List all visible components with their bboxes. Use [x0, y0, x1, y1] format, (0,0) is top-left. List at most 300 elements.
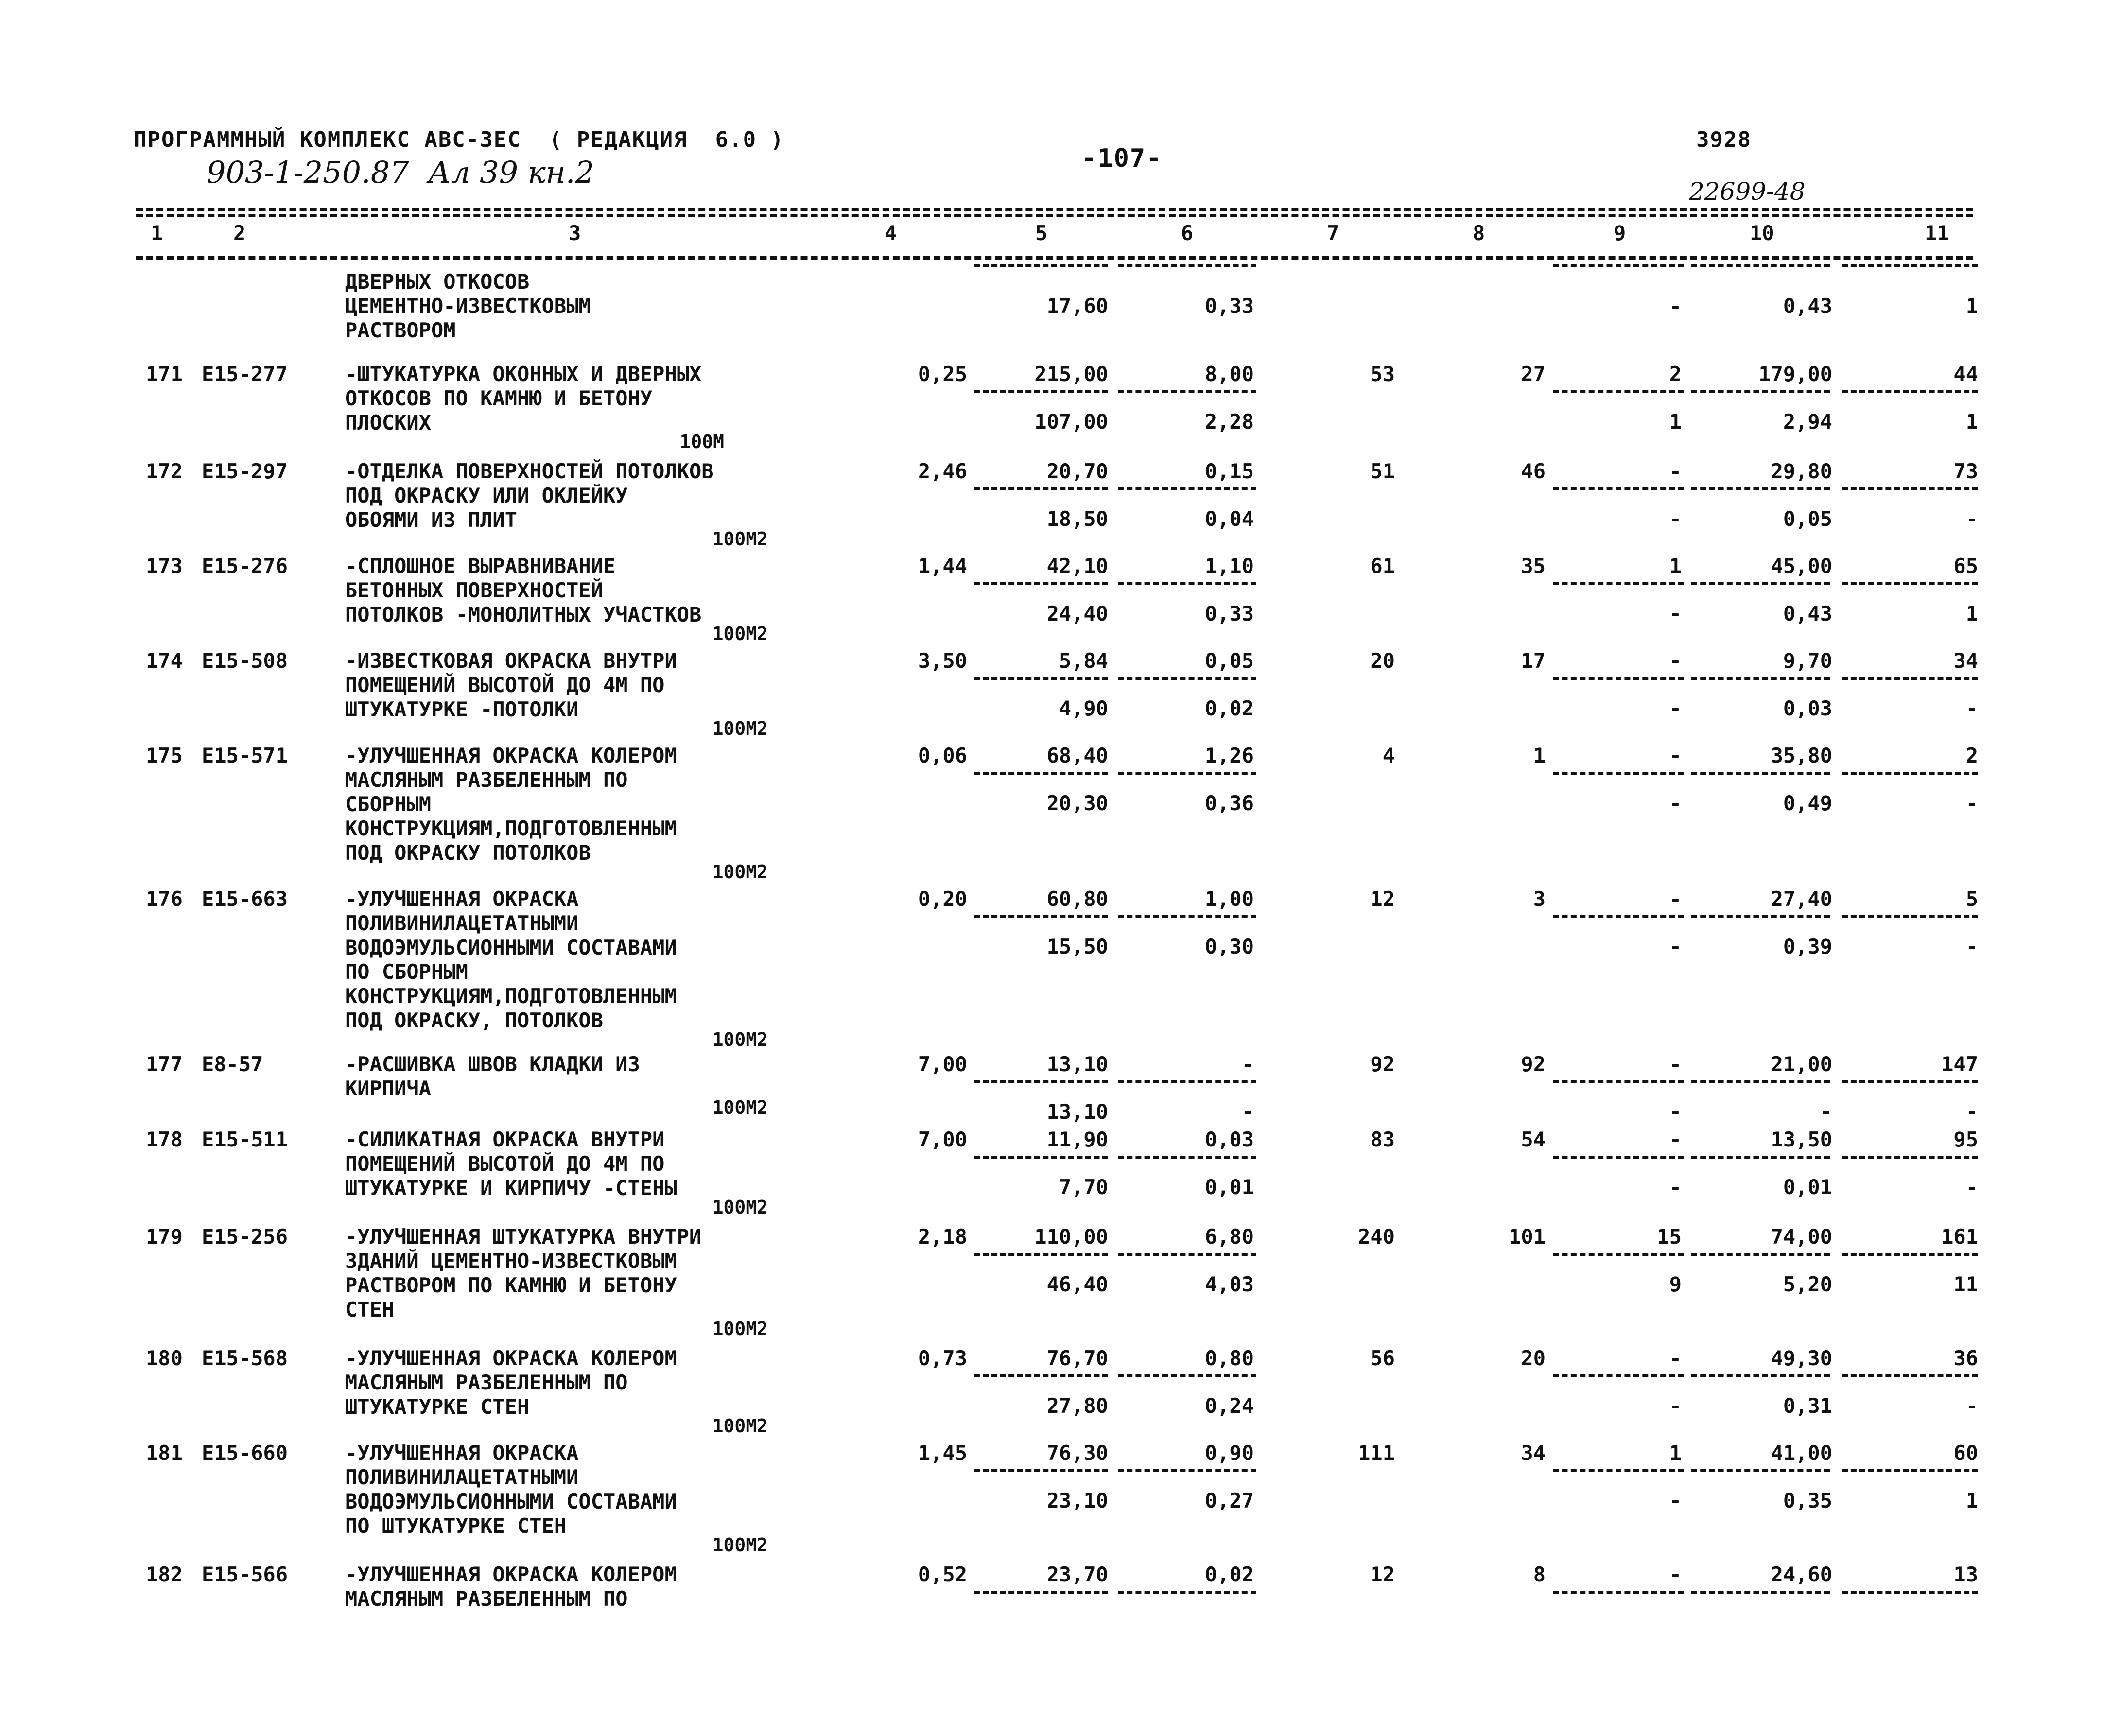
- value-col-6: 0,02: [1204, 1562, 1254, 1586]
- value-col-9: -: [1669, 649, 1682, 673]
- value-col-7: 53: [1370, 362, 1395, 386]
- work-description: -РАСШИВКА ШВОВ КЛАДКИ ИЗ: [345, 1052, 640, 1076]
- value-separator: [1691, 487, 1830, 490]
- value-separator: [1691, 677, 1830, 680]
- value-separator: [1118, 1253, 1256, 1256]
- value-col-11-lower: -: [1965, 696, 1978, 720]
- value-col-6: 0,05: [1204, 649, 1254, 673]
- work-description: ШТУКАТУРКЕ -ПОТОЛКИ: [345, 697, 579, 721]
- value-separator: [1691, 915, 1830, 918]
- work-description: ЦЕМЕНТНО-ИЗВЕСТКОВЫМ: [345, 294, 591, 318]
- value-separator: [1691, 1374, 1830, 1377]
- value-separator: [1691, 1469, 1830, 1472]
- measure-unit: 100М2: [712, 861, 768, 883]
- value-col-6-lower: 0,01: [1204, 1175, 1254, 1199]
- column-header-2: 2: [233, 221, 246, 245]
- value-col-11: 34: [1953, 649, 1978, 673]
- row-number: 176: [146, 887, 183, 911]
- work-description: -ШТУКАТУРКА ОКОННЫХ И ДВЕРНЫХ: [345, 362, 702, 386]
- norm-code: Е15-566: [202, 1562, 288, 1586]
- value-col-7: 12: [1370, 887, 1395, 911]
- value-col-7: 4: [1382, 744, 1395, 767]
- value-col-11: 13: [1953, 1562, 1978, 1586]
- norm-code: Е15-571: [202, 744, 288, 767]
- value-col-5-lower: 27,80: [1046, 1394, 1108, 1418]
- work-description: ПОЛИВИНИЛАЦЕТАТНЫМИ: [345, 1465, 579, 1489]
- work-description: -ОТДЕЛКА ПОВЕРХНОСТЕЙ ПОТОЛКОВ: [345, 459, 714, 483]
- value-col-5-lower: 46,40: [1046, 1272, 1108, 1296]
- value-col-11-lower: -: [1965, 1394, 1978, 1418]
- value-col-10: 21,00: [1771, 1052, 1832, 1076]
- norm-code: Е15-276: [202, 554, 288, 578]
- value-separator: [1118, 1156, 1256, 1159]
- row-number: 181: [146, 1441, 183, 1465]
- value-col-10-lower: -: [1820, 1100, 1832, 1124]
- page-number: -107-: [1081, 144, 1163, 173]
- value-col-8: 20: [1521, 1346, 1546, 1370]
- work-description: ПО ШТУКАТУРКЕ СТЕН: [345, 1514, 567, 1538]
- value-col-6: 1,00: [1204, 887, 1254, 911]
- value-col-10-lower: 5,20: [1783, 1272, 1832, 1296]
- value-col-9: 1: [1669, 554, 1682, 578]
- value-col-11-lower: 11: [1953, 1272, 1978, 1296]
- value-separator: [974, 1253, 1108, 1256]
- norm-code: Е15-568: [202, 1346, 288, 1370]
- value-separator: [974, 487, 1108, 490]
- work-description: РАСТВОРОМ ПО КАМНЮ И БЕТОНУ: [345, 1273, 677, 1297]
- value-col-4: 3,50: [918, 649, 967, 673]
- value-separator: [974, 915, 1108, 918]
- handwritten-archive-number: 22699-48: [1689, 177, 1806, 206]
- value-separator: [1553, 1080, 1684, 1083]
- value-col-4: 7,00: [918, 1128, 967, 1151]
- work-description: МАСЛЯНЫМ РАЗБЕЛЕННЫМ ПО: [345, 768, 628, 792]
- value-separator: [1553, 390, 1684, 393]
- measure-unit: 100М2: [712, 1534, 768, 1556]
- value-col-10-lower: 2,94: [1783, 410, 1832, 434]
- value-separator: [1842, 772, 1978, 775]
- value-col-4: 7,00: [918, 1052, 967, 1076]
- value-col-5-lower: 13,10: [1046, 1100, 1108, 1124]
- value-separator: [1842, 1374, 1978, 1377]
- column-header-3: 3: [569, 221, 581, 245]
- value-separator: [1553, 264, 1684, 267]
- value-col-9: -: [1669, 744, 1682, 767]
- value-col-9-lower: -: [1669, 1100, 1682, 1124]
- work-description: ПОД ОКРАСКУ, ПОТОЛКОВ: [345, 1008, 604, 1032]
- value-col-9-lower: 1: [1669, 410, 1682, 434]
- measure-unit: 100М: [679, 431, 724, 452]
- value-col-8: 17: [1521, 649, 1546, 673]
- value-col-5: 215,00: [1034, 362, 1108, 386]
- value-col-11: 36: [1953, 1346, 1978, 1370]
- value-separator: [1118, 772, 1256, 775]
- work-description: ПОМЕЩЕНИЙ ВЫСОТОЙ ДО 4М ПО: [345, 1152, 665, 1176]
- value-col-11-lower: -: [1965, 507, 1978, 531]
- row-number: 178: [146, 1128, 183, 1151]
- norm-code: Е8-57: [202, 1052, 263, 1076]
- column-header-8: 8: [1473, 221, 1485, 245]
- value-col-9: 2: [1669, 362, 1682, 386]
- value-separator: [1842, 264, 1978, 267]
- value-col-11-lower: 1: [1965, 410, 1978, 434]
- work-description: -УЛУЧШЕННАЯ ОКРАСКА КОЛЕРОМ: [345, 1346, 677, 1370]
- value-separator: [1842, 487, 1978, 490]
- work-description: ПО СБОРНЫМ: [345, 960, 468, 984]
- measure-unit: 100М2: [712, 1029, 768, 1050]
- value-separator: [1842, 915, 1978, 918]
- value-separator: [974, 582, 1108, 585]
- value-col-6: 1,26: [1204, 744, 1254, 767]
- value-separator: [974, 1080, 1108, 1083]
- value-separator: [1118, 677, 1256, 680]
- value-separator: [1691, 390, 1830, 393]
- column-header-7: 7: [1327, 221, 1339, 245]
- value-col-10-lower: 0,39: [1783, 935, 1832, 958]
- value-col-10: 35,80: [1771, 744, 1832, 767]
- value-col-11-lower: -: [1965, 935, 1978, 958]
- measure-unit: 100М2: [712, 623, 768, 644]
- column-header-10: 10: [1750, 221, 1774, 245]
- value-col-11-lower: -: [1965, 1175, 1978, 1199]
- value-col-10-lower: 0,03: [1783, 696, 1832, 720]
- row-number: 172: [146, 459, 183, 483]
- value-col-8: 8: [1533, 1562, 1546, 1586]
- value-col-5: 13,10: [1046, 1052, 1108, 1076]
- value-separator: [1118, 487, 1256, 490]
- value-separator: [974, 1156, 1108, 1159]
- value-col-11-lower: 1: [1965, 294, 1978, 318]
- value-separator: [1842, 677, 1978, 680]
- value-col-9-lower: -: [1669, 507, 1682, 531]
- row-number: 177: [146, 1052, 183, 1076]
- value-col-6-lower: 0,36: [1204, 791, 1254, 815]
- value-col-4: 0,25: [918, 362, 967, 386]
- value-col-10: 9,70: [1783, 649, 1832, 673]
- value-col-4: 1,44: [918, 554, 967, 578]
- value-col-7: 20: [1370, 649, 1395, 673]
- value-col-10: 49,30: [1771, 1346, 1832, 1370]
- value-col-5-lower: 7,70: [1059, 1175, 1108, 1199]
- value-col-4: 0,52: [918, 1562, 967, 1586]
- value-separator: [1842, 1253, 1978, 1256]
- work-description: ПОД ОКРАСКУ ИЛИ ОКЛЕЙКУ: [345, 484, 628, 507]
- value-separator: [1553, 487, 1684, 490]
- value-col-8: 46: [1521, 459, 1546, 483]
- row-number: 180: [146, 1346, 183, 1370]
- row-number: 179: [146, 1225, 183, 1249]
- value-col-8: 27: [1521, 362, 1546, 386]
- work-description: ПЛОСКИХ: [345, 411, 432, 434]
- value-col-9-lower: -: [1669, 602, 1682, 625]
- value-col-11: 2: [1965, 744, 1978, 767]
- value-col-7: 61: [1370, 554, 1395, 578]
- value-col-4: 2,46: [918, 459, 967, 483]
- value-separator: [1691, 1080, 1830, 1083]
- value-separator: [1691, 264, 1830, 267]
- value-separator: [974, 1591, 1108, 1594]
- value-col-5-lower: 4,90: [1059, 696, 1108, 720]
- value-col-8: 54: [1521, 1128, 1546, 1151]
- norm-code: Е15-508: [202, 649, 288, 673]
- norm-code: Е15-277: [202, 362, 288, 386]
- column-header-row: [0, 221, 2120, 250]
- value-col-6: 6,80: [1204, 1225, 1254, 1249]
- work-description: ШТУКАТУРКЕ И КИРПИЧУ -СТЕНЫ: [345, 1176, 677, 1200]
- column-header-11: 11: [1925, 221, 1949, 245]
- value-separator: [1553, 677, 1684, 680]
- work-description: -УЛУЧШЕННАЯ ОКРАСКА КОЛЕРОМ: [345, 1562, 677, 1586]
- value-col-5-lower: 20,30: [1046, 791, 1108, 815]
- value-col-9: -: [1669, 1346, 1682, 1370]
- measure-unit: 100М2: [712, 1318, 768, 1339]
- value-separator: [1842, 1080, 1978, 1083]
- column-header-1: 1: [151, 221, 163, 245]
- value-separator: [1118, 1080, 1256, 1083]
- value-col-11: 44: [1953, 362, 1978, 386]
- value-col-5: 68,40: [1046, 744, 1108, 767]
- measure-unit: 100М2: [712, 1415, 768, 1437]
- work-description: -УЛУЧШЕННАЯ ШТУКАТУРКА ВНУТРИ: [345, 1225, 702, 1249]
- work-description: БЕТОННЫХ ПОВЕРХНОСТЕЙ: [345, 578, 604, 602]
- work-description: РАСТВОРОМ: [345, 318, 456, 342]
- value-col-6-lower: 2,28: [1204, 410, 1254, 434]
- value-col-10: 45,00: [1771, 554, 1832, 578]
- work-description: ПОЛИВИНИЛАЦЕТАТНЫМИ: [345, 911, 579, 935]
- value-col-5-lower: 18,50: [1046, 507, 1108, 531]
- value-separator: [974, 772, 1108, 775]
- value-col-6: 0,03: [1204, 1128, 1254, 1151]
- value-col-9-lower: -: [1669, 1394, 1682, 1418]
- work-description: ПОД ОКРАСКУ ПОТОЛКОВ: [345, 841, 591, 865]
- value-col-6: 0,90: [1204, 1441, 1254, 1465]
- value-col-4: 1,45: [918, 1441, 967, 1465]
- work-description: -СИЛИКАТНАЯ ОКРАСКА ВНУТРИ: [345, 1128, 665, 1151]
- value-col-9: -: [1669, 1052, 1682, 1076]
- value-col-9-lower: -: [1669, 696, 1682, 720]
- value-separator: [1118, 915, 1256, 918]
- measure-unit: 100М2: [712, 1197, 768, 1218]
- table-top-rule: [136, 208, 1973, 211]
- table-top-rule-2: [136, 214, 1973, 217]
- value-col-11-lower: 1: [1965, 602, 1978, 625]
- value-col-5: 42,10: [1046, 554, 1108, 578]
- value-col-5: 110,00: [1034, 1225, 1108, 1249]
- value-col-7: 83: [1370, 1128, 1395, 1151]
- value-col-9: -: [1669, 1128, 1682, 1151]
- value-col-9: -: [1669, 1562, 1682, 1586]
- value-col-6-lower: 0,33: [1204, 294, 1254, 318]
- value-separator: [1553, 915, 1684, 918]
- value-col-7: 111: [1358, 1441, 1395, 1465]
- value-col-5: 11,90: [1046, 1128, 1108, 1151]
- value-col-11-lower: -: [1965, 791, 1978, 815]
- value-col-8: 101: [1509, 1225, 1546, 1249]
- value-separator: [1118, 264, 1256, 267]
- value-col-4: 0,73: [918, 1346, 967, 1370]
- value-col-6-lower: 0,27: [1204, 1489, 1254, 1512]
- row-number: 174: [146, 649, 183, 673]
- value-separator: [1553, 582, 1684, 585]
- work-description: МАСЛЯНЫМ РАЗБЕЛЕННЫМ ПО: [345, 1371, 628, 1394]
- value-col-10: 74,00: [1771, 1225, 1832, 1249]
- value-separator: [1118, 1469, 1256, 1472]
- work-description: ОБОЯМИ ИЗ ПЛИТ: [345, 508, 518, 532]
- value-col-5: 23,70: [1046, 1562, 1108, 1586]
- value-col-9-lower: 9: [1669, 1272, 1682, 1296]
- work-description: ВОДОЭМУЛЬСИОННЫМИ СОСТАВАМИ: [345, 936, 677, 959]
- value-col-6-lower: 0,02: [1204, 696, 1254, 720]
- value-separator: [974, 1374, 1108, 1377]
- value-col-7: 240: [1358, 1225, 1395, 1249]
- value-separator: [974, 677, 1108, 680]
- norm-code: Е15-660: [202, 1441, 288, 1465]
- row-number: 182: [146, 1562, 183, 1586]
- value-separator: [974, 390, 1108, 393]
- work-description: ВОДОЭМУЛЬСИОННЫМИ СОСТАВАМИ: [345, 1490, 677, 1513]
- value-col-5: 76,30: [1046, 1441, 1108, 1465]
- measure-unit: 100М2: [712, 718, 768, 739]
- row-number: 175: [146, 744, 183, 767]
- work-description: -УЛУЧШЕННАЯ ОКРАСКА: [345, 887, 579, 911]
- value-col-5-lower: 15,50: [1046, 935, 1108, 958]
- value-separator: [1553, 1374, 1684, 1377]
- value-separator: [1691, 1591, 1830, 1594]
- value-col-8: 3: [1533, 887, 1546, 911]
- sheet-number: 3928: [1696, 127, 1752, 152]
- value-col-5: 60,80: [1046, 887, 1108, 911]
- value-col-11-lower: 1: [1965, 1489, 1978, 1512]
- value-col-11: 147: [1941, 1052, 1978, 1076]
- value-separator: [974, 1469, 1108, 1472]
- value-col-6: -: [1241, 1052, 1254, 1076]
- handwritten-project-code: 903-1-250.87 Ал 39 кн.2: [207, 155, 594, 190]
- value-col-11: 95: [1953, 1128, 1978, 1151]
- value-separator: [1691, 582, 1830, 585]
- work-description: ОТКОСОВ ПО КАМНЮ И БЕТОНУ: [345, 386, 653, 410]
- value-col-11: 65: [1953, 554, 1978, 578]
- value-col-7: 56: [1370, 1346, 1395, 1370]
- value-col-6-lower: -: [1241, 1100, 1254, 1124]
- value-col-6-lower: 0,30: [1204, 935, 1254, 958]
- value-col-10: 29,80: [1771, 459, 1832, 483]
- work-description: СТЕН: [345, 1298, 395, 1321]
- value-col-6-lower: 0,33: [1204, 602, 1254, 625]
- norm-code: Е15-297: [202, 459, 288, 483]
- value-col-6-lower: 0,04: [1204, 507, 1254, 531]
- row-number: 171: [146, 362, 183, 386]
- value-col-9: 15: [1657, 1225, 1682, 1249]
- value-col-9: -: [1669, 887, 1682, 911]
- work-description: -УЛУЧШЕННАЯ ОКРАСКА: [345, 1441, 579, 1465]
- value-col-10-lower: 0,43: [1783, 294, 1832, 318]
- value-col-11-lower: -: [1965, 1100, 1978, 1124]
- value-col-10-lower: 0,05: [1783, 507, 1832, 531]
- value-col-8: 92: [1521, 1052, 1546, 1076]
- value-col-10: 179,00: [1758, 362, 1832, 386]
- value-separator: [1691, 772, 1830, 775]
- value-col-10-lower: 0,31: [1783, 1394, 1832, 1418]
- value-col-11: 5: [1965, 887, 1978, 911]
- work-description: ПОМЕЩЕНИЙ ВЫСОТОЙ ДО 4М ПО: [345, 673, 665, 697]
- value-col-10-lower: 0,49: [1783, 791, 1832, 815]
- column-header-9: 9: [1614, 221, 1626, 245]
- value-col-9-lower: -: [1669, 1175, 1682, 1199]
- work-description: -УЛУЧШЕННАЯ ОКРАСКА КОЛЕРОМ: [345, 744, 677, 767]
- work-description: -ИЗВЕСТКОВАЯ ОКРАСКА ВНУТРИ: [345, 649, 677, 673]
- work-description: ШТУКАТУРКЕ СТЕН: [345, 1395, 530, 1419]
- measure-unit: 100М2: [712, 1097, 768, 1118]
- value-col-10-lower: 0,01: [1783, 1175, 1832, 1199]
- value-col-10-lower: 0,35: [1783, 1489, 1832, 1512]
- value-separator: [1842, 582, 1978, 585]
- value-col-5-lower: 23,10: [1046, 1489, 1108, 1512]
- value-col-10: 27,40: [1771, 887, 1832, 911]
- value-col-5-lower: 24,40: [1046, 602, 1108, 625]
- value-col-9-lower: -: [1669, 294, 1682, 318]
- work-description: ДВЕРНЫХ ОТКОСОВ: [345, 270, 530, 294]
- value-col-6: 1,10: [1204, 554, 1254, 578]
- norm-code: Е15-511: [202, 1128, 288, 1151]
- value-col-7: 92: [1370, 1052, 1395, 1076]
- table-header-rule: [136, 256, 1973, 260]
- value-separator: [1553, 1156, 1684, 1159]
- value-col-9-lower: -: [1669, 791, 1682, 815]
- work-description: ЗДАНИЙ ЦЕМЕНТНО-ИЗВЕСТКОВЫМ: [345, 1249, 677, 1273]
- value-separator: [1842, 390, 1978, 393]
- value-separator: [1553, 772, 1684, 775]
- column-header-4: 4: [885, 221, 897, 245]
- value-col-5: 5,84: [1059, 649, 1108, 673]
- value-col-7: 51: [1370, 459, 1395, 483]
- value-col-5-lower: 107,00: [1034, 410, 1108, 434]
- value-col-9: 1: [1669, 1441, 1682, 1465]
- work-description: СБОРНЫМ: [345, 792, 432, 816]
- value-col-9: -: [1669, 459, 1682, 483]
- value-col-11: 161: [1941, 1225, 1978, 1249]
- measure-unit: 100М2: [712, 528, 768, 550]
- value-col-8: 1: [1533, 744, 1546, 767]
- value-col-4: 0,06: [918, 744, 967, 767]
- value-col-8: 34: [1521, 1441, 1546, 1465]
- value-col-8: 35: [1521, 554, 1546, 578]
- value-separator: [1691, 1253, 1830, 1256]
- value-col-11: 60: [1953, 1441, 1978, 1465]
- value-col-6: 8,00: [1204, 362, 1254, 386]
- value-col-5: 76,70: [1046, 1346, 1108, 1370]
- value-col-4: 2,18: [918, 1225, 967, 1249]
- value-col-5: 20,70: [1046, 459, 1108, 483]
- value-col-6: 0,80: [1204, 1346, 1254, 1370]
- work-description: -СПЛОШНОЕ ВЫРАВНИВАНИЕ: [345, 554, 616, 578]
- value-separator: [1553, 1469, 1684, 1472]
- value-col-10-lower: 0,43: [1783, 602, 1832, 625]
- value-col-6-lower: 4,03: [1204, 1272, 1254, 1296]
- column-header-6: 6: [1181, 221, 1194, 245]
- value-col-5-lower: 17,60: [1046, 294, 1108, 318]
- work-description: КИРПИЧА: [345, 1076, 432, 1100]
- work-description: КОНСТРУКЦИЯМ,ПОДГОТОВЛЕННЫМ: [345, 984, 677, 1008]
- norm-code: Е15-256: [202, 1225, 288, 1249]
- value-separator: [1118, 1591, 1256, 1594]
- value-separator: [1118, 390, 1256, 393]
- value-separator: [1118, 582, 1256, 585]
- work-description: МАСЛЯНЫМ РАЗБЕЛЕННЫМ ПО: [345, 1587, 628, 1611]
- value-col-6-lower: 0,24: [1204, 1394, 1254, 1418]
- value-col-10: 24,60: [1771, 1562, 1832, 1586]
- value-col-9-lower: -: [1669, 1489, 1682, 1512]
- work-description: ПОТОЛКОВ -МОНОЛИТНЫХ УЧАСТКОВ: [345, 603, 702, 626]
